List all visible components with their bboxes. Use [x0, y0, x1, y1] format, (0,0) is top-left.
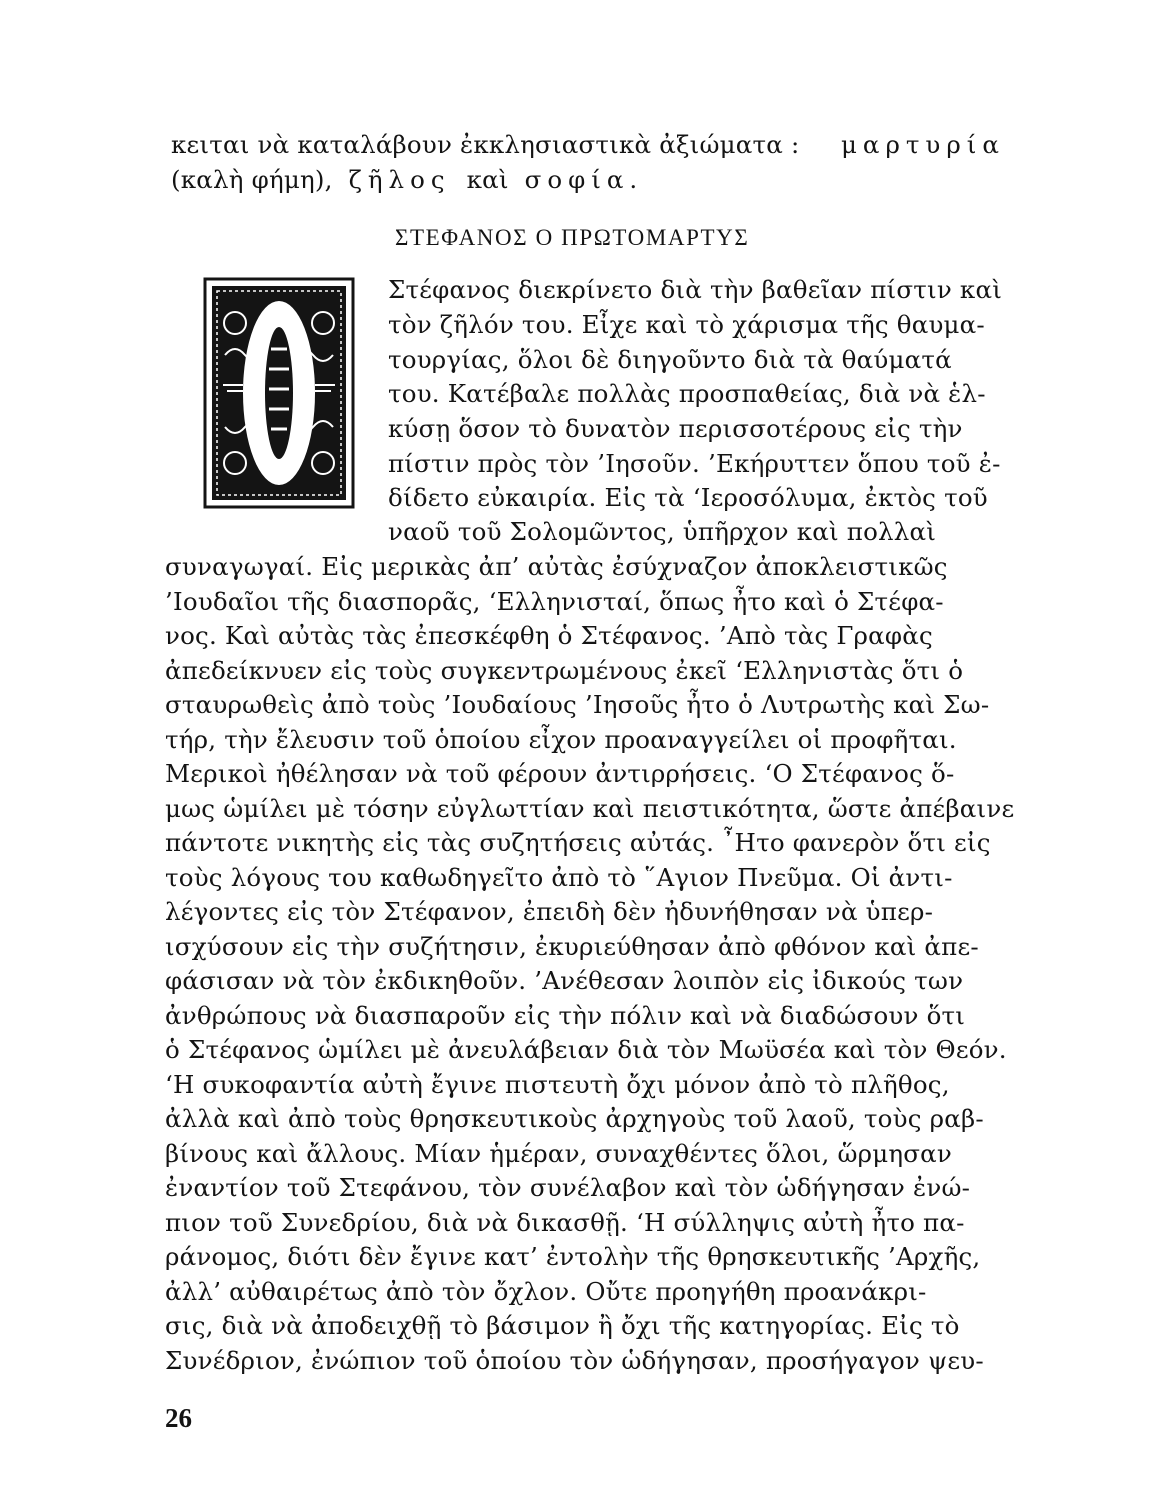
text-line: ἀλλὰ καὶ ἀπὸ τοὺς θρησκευτικοὺς ἀρχηγοὺς τοῦ λαοῦ, τοὺς ραβ- — [165, 1104, 984, 1133]
text-fragment: καὶ — [466, 165, 509, 194]
text-line-top-2 — [171, 163, 643, 197]
text-fragment: κειται νὰ καταλάβουν ἐκκλησιαστικὰ ἀξιώματα : — [171, 130, 800, 159]
text-line: κύσῃ ὅσον τὸ δυνατὸν περισσοτέρους εἰς τὴν — [388, 414, 963, 443]
text-line: βίνους καὶ ἄλλους. Μίαν ἡμέραν, συναχθέντες ὅλοι, ὥρμησαν — [165, 1139, 952, 1168]
text-line: τήρ, τὴν ἔλευσιν τοῦ ὁποίου εἶχον προαναγγείλει οἱ προφῆται. — [165, 725, 957, 754]
text-line: ἀλλ’ αὐθαιρέτως ἀπὸ τὸν ὄχλον. Οὔτε προηγήθη προανάκρι- — [165, 1277, 927, 1306]
text-line: σταυρωθεὶς ἀπὸ τοὺς ’Ιουδαίους ’Ιησοῦς ἦτο ὁ Λυτρωτὴς καὶ Σω- — [165, 690, 990, 719]
text-line: Συνέδριον, ἐνώπιον τοῦ ὁποίου τὸν ὡδήγησαν, προσήγαγον ψευ- — [165, 1346, 984, 1375]
section-heading: ΣΤΕΦΑΝΟΣ Ο ΠΡΩΤΟΜΑΡΤΥΣ — [395, 225, 750, 250]
text-line: ‘Η συκοφαντία αὐτὴ ἔγινε πιστευτὴ ὄχι μόνον ἀπὸ τὸ πλῆθος, — [165, 1070, 950, 1099]
text-line: ράνομος, διότι δὲν ἔγινε κατ’ ἐντολὴν τῆς θρησκευτικῆς ’Αρχῆς, — [165, 1242, 981, 1271]
spaced-word: ζῆλος — [348, 165, 451, 194]
text-line: δίδετο εὐκαιρία. Εἰς τὰ ‘Ιεροσόλυμα, ἐκτὸς τοῦ — [388, 483, 988, 512]
text-line: σις, διὰ νὰ ἀποδειχθῇ τὸ βάσιμον ἢ ὄχι τῆς κατηγορίας. Εἰς τὸ — [165, 1311, 960, 1340]
text-line: τοὺς λόγους του καθωδηγεῖτο ἀπὸ τὸ ῞Αγιον Πνεῦμα. Οἱ ἀντι- — [165, 863, 953, 892]
spaced-word: σοφία. — [524, 165, 644, 194]
text-line: ὁ Στέφανος ὡμίλει μὲ ἀνευλάβειαν διὰ τὸν Μωϋσέα καὶ τὸν Θεόν. — [165, 1035, 1007, 1064]
text-line: ἀπεδείκνυεν εἰς τοὺς συγκεντρωμένους ἐκεῖ ‘Ελληνιστὰς ὅτι ὁ — [165, 656, 964, 685]
text-fragment: (καλὴ φήμη), — [171, 165, 333, 194]
drop-cap-initial — [203, 277, 355, 509]
text-line: πάντοτε νικητὴς εἰς τὰς συζητήσεις αὐτάς. ῏Ητο φανερὸν ὅτι εἰς — [165, 828, 991, 857]
text-line: ισχύσουν εἰς τὴν συζήτησιν, ἐκυριεύθησαν ἀπὸ φθόνον καὶ ἀπε- — [165, 932, 979, 961]
text-line: συναγωγαί. Εἰς μερικὰς ἀπ’ αὐτὰς ἐσύχναζον ἀποκλειστικῶς — [165, 552, 948, 581]
text-line: λέγοντες εἰς τὸν Στέφανον, ἐπειδὴ δὲν ἠδυνήθησαν νὰ ὑπερ- — [165, 897, 934, 926]
text-line: φάσισαν νὰ τὸν ἐκδικηθοῦν. ’Ανέθεσαν λοιπὸν εἰς ἰδικούς των — [165, 966, 964, 995]
text-line-top-1 — [171, 128, 1005, 162]
text-line: τουργίας, ὅλοι δὲ διηγοῦντο διὰ τὰ θαύματά — [388, 345, 952, 374]
text-line: νος. Καὶ αὐτὰς τὰς ἐπεσκέφθη ὁ Στέφανος. ’Απὸ τὰς Γραφὰς — [165, 621, 933, 650]
ornamental-initial-icon — [203, 277, 355, 509]
drop-cap-letter — [355, 277, 356, 278]
page-number: 26 — [165, 1403, 192, 1433]
text-line: ἐναντίον τοῦ Στεφάνου, τὸν συνέλαβον καὶ τὸν ὡδήγησαν ἐνώ- — [165, 1173, 971, 1202]
text-line: Στέφανος διεκρίνετο διὰ τὴν βαθεῖαν πίστιν καὶ — [388, 275, 1002, 304]
text-line: πίστιν πρὸς τὸν ’Ιησοῦν. ’Εκήρυττεν ὅπου τοῦ ἐ- — [388, 449, 1001, 478]
text-line: ἀνθρώπους νὰ διασπαροῦν εἰς τὴν πόλιν καὶ νὰ διαδώσουν ὅτι — [165, 1001, 966, 1030]
text-line: του. Κατέβαλε πολλὰς προσπαθείας, διὰ νὰ ἑλ- — [388, 379, 986, 408]
text-line: πιον τοῦ Συνεδρίου, διὰ νὰ δικασθῇ. ‘Η σύλληψις αὐτὴ ἦτο πα- — [165, 1208, 965, 1237]
spaced-word: μαρτυρία — [841, 130, 1005, 159]
text-line: Μερικοὶ ἠθέλησαν νὰ τοῦ φέρουν ἀντιρρήσεις. ‘Ο Στέφανος ὅ- — [165, 759, 955, 788]
text-line: μως ὡμίλει μὲ τόσην εὐγλωττίαν καὶ πειστικότητα, ὥστε ἀπέβαινε — [165, 794, 1015, 823]
text-line: τὸν ζῆλόν του. Εἶχε καὶ τὸ χάρισμα τῆς θαυμα- — [388, 310, 985, 339]
text-line: ναοῦ τοῦ Σολομῶντος, ὑπῆρχον καὶ πολλαὶ — [388, 517, 937, 546]
text-line: ’Ιουδαῖοι τῆς διασπορᾶς, ‘Ελληνισταί, ὅπως ἦτο καὶ ὁ Στέφα- — [165, 587, 944, 616]
